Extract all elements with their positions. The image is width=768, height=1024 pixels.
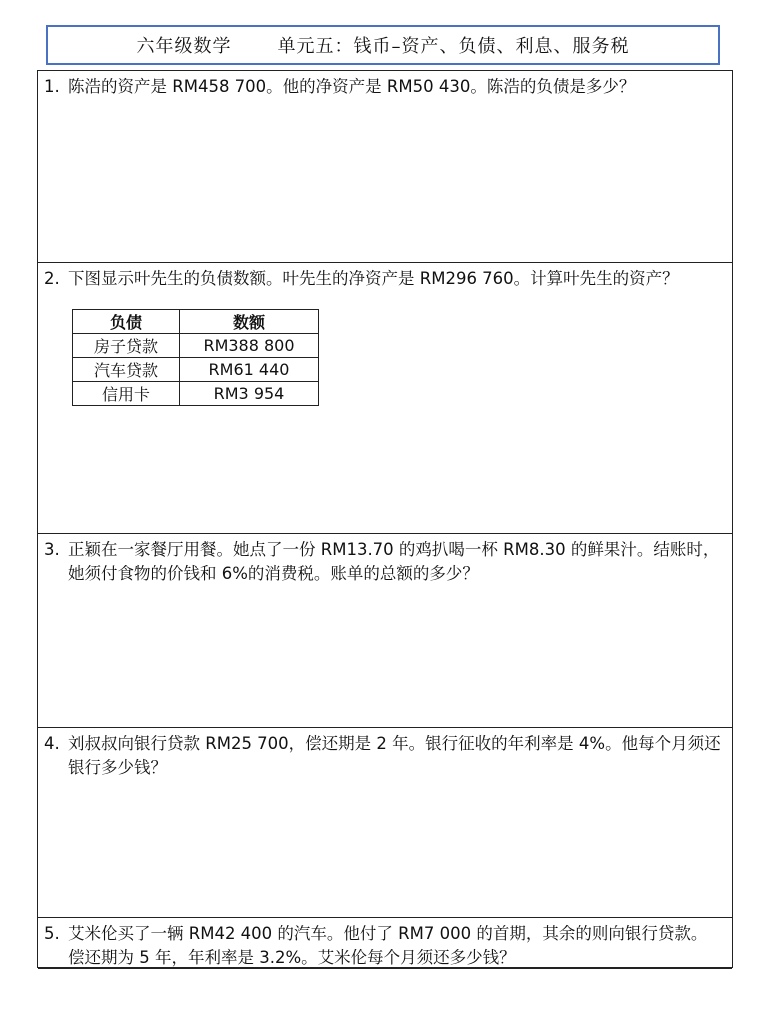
question-text: 陈浩的资产是 RM458 700。他的净资产是 RM50 430。陈浩的负债是多少？	[68, 77, 636, 96]
table-row	[73, 382, 319, 406]
table-row	[73, 334, 319, 358]
debt-column-header: 负债	[73, 310, 180, 334]
question-5	[38, 918, 732, 969]
debt-table	[72, 309, 319, 406]
grade-label: 六年级数学	[136, 36, 232, 57]
question-number: 4.	[44, 734, 60, 753]
question-text: 刘叔叔向银行贷款 RM25 700，偿还期是 2 年。银行征收的年利率是 4%。他每个月须还银行多少钱？	[68, 734, 721, 777]
question-4	[38, 728, 732, 918]
question-1	[38, 71, 732, 263]
question-3	[38, 534, 732, 728]
question-4-row	[44, 732, 722, 780]
question-1-row	[44, 75, 722, 99]
question-sheet	[37, 70, 733, 968]
debt-amount-cell: RM388 800	[180, 334, 319, 358]
debt-table-header	[73, 310, 319, 334]
worksheet-title	[46, 25, 720, 65]
debt-amount-cell: RM3 954	[180, 382, 319, 406]
question-text: 正颖在一家餐厅用餐。她点了一份 RM13.70 的鸡扒喝一杯 RM8.30 的鲜果汁。结账时，她须付食物的价钱和 6%的消费税。账单的总额的多少？	[68, 540, 720, 583]
unit-label: 单元五：钱币–资产、负债、利息、服务税	[277, 36, 630, 57]
debt-amount-cell: RM61 440	[180, 358, 319, 382]
debt-name-cell: 信用卡	[73, 382, 180, 406]
question-2-row	[44, 267, 722, 291]
question-text: 下图显示叶先生的负债数额。叶先生的净资产是 RM296 760。计算叶先生的资产？	[68, 269, 679, 288]
question-number: 5.	[44, 924, 60, 943]
debt-name-cell: 房子贷款	[73, 334, 180, 358]
question-5-row	[44, 922, 722, 970]
question-number: 2.	[44, 269, 60, 288]
question-text: 艾米伦买了一辆 RM42 400 的汽车。他付了 RM7 000 的首期，其余的则向银行贷款。偿还期为 5 年，年利率是 3.2%。艾米伦每个月须还多少钱？	[68, 924, 708, 967]
amount-column-header: 数额	[180, 310, 319, 334]
debt-name-cell: 汽车贷款	[73, 358, 180, 382]
question-number: 3.	[44, 540, 60, 559]
question-3-row	[44, 538, 722, 586]
question-number: 1.	[44, 77, 60, 96]
table-row	[73, 358, 319, 382]
